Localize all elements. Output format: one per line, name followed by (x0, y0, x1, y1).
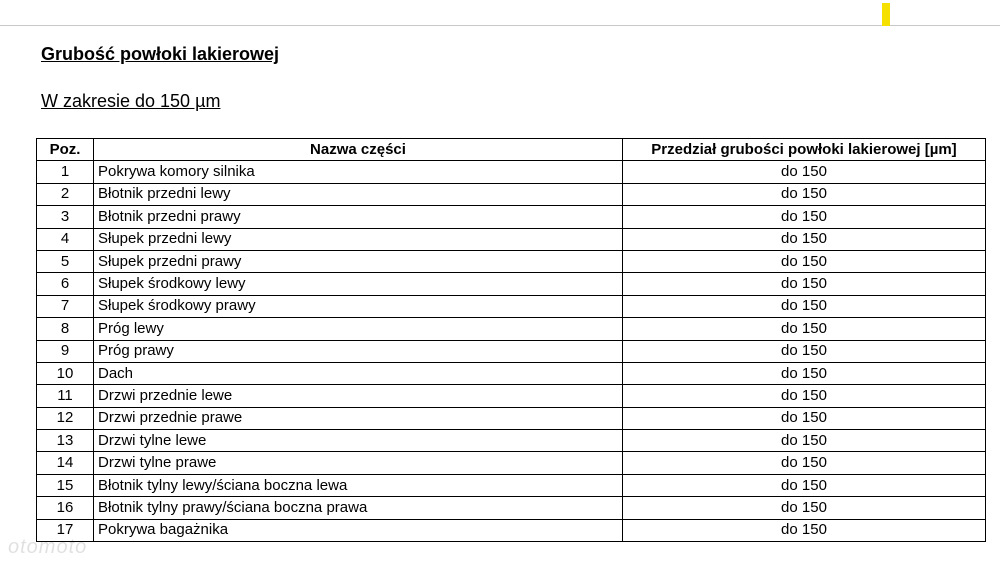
cell-position: 7 (37, 295, 94, 317)
cell-thickness-range: do 150 (623, 318, 986, 340)
cell-position: 9 (37, 340, 94, 362)
table-row (37, 340, 986, 362)
cell-position: 3 (37, 206, 94, 228)
cell-part-name: Próg lewy (94, 318, 623, 340)
table-row (37, 474, 986, 496)
cell-thickness-range: do 150 (623, 228, 986, 250)
cell-thickness-range: do 150 (623, 273, 986, 295)
cell-thickness-range: do 150 (623, 295, 986, 317)
cell-part-name: Pokrywa bagażnika (94, 519, 623, 541)
cell-part-name: Błotnik przedni prawy (94, 206, 623, 228)
table-row (37, 161, 986, 183)
header-part-name: Nazwa części (94, 139, 623, 161)
cell-position: 15 (37, 474, 94, 496)
cell-part-name: Drzwi tylne prawe (94, 452, 623, 474)
table-row (37, 407, 986, 429)
cell-thickness-range: do 150 (623, 362, 986, 384)
cell-part-name: Próg prawy (94, 340, 623, 362)
cell-thickness-range: do 150 (623, 519, 986, 541)
cell-part-name: Słupek środkowy lewy (94, 273, 623, 295)
table-row (37, 273, 986, 295)
table-body (37, 161, 986, 542)
watermark: otomoto (8, 536, 88, 558)
paint-thickness-table (36, 138, 986, 542)
cell-thickness-range: do 150 (623, 474, 986, 496)
yellow-marker (882, 3, 890, 26)
cell-part-name: Słupek przedni lewy (94, 228, 623, 250)
cell-thickness-range: do 150 (623, 407, 986, 429)
table-row (37, 430, 986, 452)
cell-part-name: Drzwi tylne lewe (94, 430, 623, 452)
cell-position: 12 (37, 407, 94, 429)
cell-position: 17 (37, 519, 94, 541)
cell-thickness-range: do 150 (623, 161, 986, 183)
table-row (37, 497, 986, 519)
cell-part-name: Słupek środkowy prawy (94, 295, 623, 317)
cell-position: 16 (37, 497, 94, 519)
table-row (37, 318, 986, 340)
cell-thickness-range: do 150 (623, 452, 986, 474)
cell-position: 14 (37, 452, 94, 474)
cell-position: 1 (37, 161, 94, 183)
cell-part-name: Pokrywa komory silnika (94, 161, 623, 183)
table-row (37, 228, 986, 250)
cell-position: 11 (37, 385, 94, 407)
cell-position: 10 (37, 362, 94, 384)
cell-part-name: Błotnik tylny lewy/ściana boczna lewa (94, 474, 623, 496)
table-row (37, 452, 986, 474)
table-row (37, 295, 986, 317)
cell-part-name: Błotnik przedni lewy (94, 183, 623, 205)
cell-thickness-range: do 150 (623, 206, 986, 228)
cell-thickness-range: do 150 (623, 183, 986, 205)
cell-part-name: Dach (94, 362, 623, 384)
cell-thickness-range: do 150 (623, 250, 986, 272)
cell-position: 8 (37, 318, 94, 340)
table-header-row (37, 139, 986, 161)
table-row (37, 519, 986, 541)
cell-part-name: Drzwi przednie lewe (94, 385, 623, 407)
document-subtitle: W zakresie do 150 µm (41, 91, 221, 111)
document-title: Grubość powłoki lakierowej (41, 44, 280, 64)
header-position: Poz. (37, 139, 94, 161)
table-row (37, 183, 986, 205)
table-row (37, 385, 986, 407)
header-thickness-range: Przedział grubości powłoki lakierowej [µm] (623, 139, 986, 161)
cell-part-name: Słupek przedni prawy (94, 250, 623, 272)
table-row (37, 362, 986, 384)
table-row (37, 250, 986, 272)
cell-position: 2 (37, 183, 94, 205)
cell-thickness-range: do 150 (623, 430, 986, 452)
cell-position: 4 (37, 228, 94, 250)
cell-part-name: Drzwi przednie prawe (94, 407, 623, 429)
cell-position: 6 (37, 273, 94, 295)
cell-position: 5 (37, 250, 94, 272)
cell-part-name: Błotnik tylny prawy/ściana boczna prawa (94, 497, 623, 519)
cell-thickness-range: do 150 (623, 385, 986, 407)
cell-thickness-range: do 150 (623, 497, 986, 519)
cell-position: 13 (37, 430, 94, 452)
cell-thickness-range: do 150 (623, 340, 986, 362)
top-divider (0, 25, 1000, 26)
table-row (37, 206, 986, 228)
